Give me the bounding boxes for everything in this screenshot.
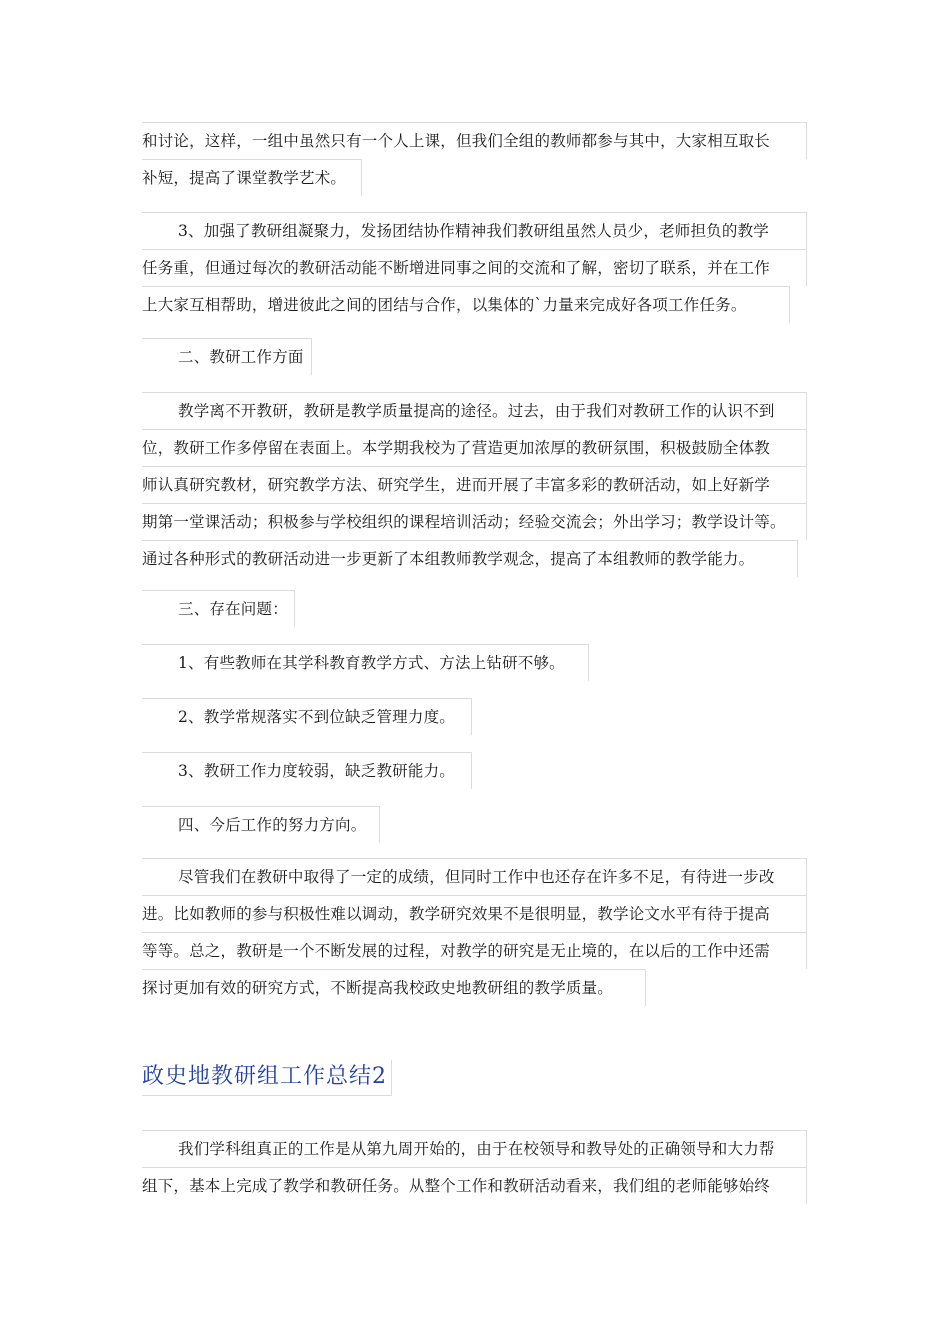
heading-line: 二、教研工作方面 (142, 338, 312, 375)
list-item: 1、有些教师在其学科教育教学方式、方法上钻研不够。 (142, 644, 589, 681)
text-line: 任务重，但通过每次的教研活动能不断增进同事之间的交流和了解，密切了联系，并在工作 (142, 249, 807, 286)
heading-line: 三、存在问题： (142, 590, 295, 627)
section-heading-problems (142, 590, 295, 627)
problem-item-3 (142, 752, 472, 789)
text-line: 位，教研工作多停留在表面上。本学期我校为了营造更加浓厚的教研氛围，积极鼓励全体教 (142, 429, 807, 466)
heading-line: 四、今后工作的努力方向。 (142, 806, 380, 843)
list-item: 2、教学常规落实不到位缺乏管理力度。 (142, 698, 472, 735)
text-line: 上大家互相帮助，增进彼此之间的团结与合作，以集体的`力量来完成好各项工作任务。 (142, 286, 790, 323)
text-line: 和讨论，这样，一组中虽然只有一个人上课，但我们全组的教师都参与其中，大家相互取长 (142, 122, 807, 159)
text-line: 组下，基本上完成了教学和教研任务。从整个工作和教研活动看来，我们组的老师能够始终 (142, 1167, 807, 1204)
section-title: 政史地教研组工作总结2 (142, 1060, 392, 1096)
paragraph-conclusion (142, 858, 807, 1006)
section-heading-future-direction (142, 806, 380, 843)
text-line: 通过各种形式的教研活动进一步更新了本组教师教学观念，提高了本组教师的教学能力。 (142, 540, 798, 577)
paragraph-section2-intro (142, 1130, 807, 1204)
text-line: 补短，提高了课堂教学艺术。 (142, 159, 362, 196)
problem-item-1 (142, 644, 589, 681)
section-heading-research-work (142, 338, 312, 375)
text-line: 我们学科组真正的工作是从第九周开始的，由于在校领导和教导处的正确领导和大力帮 (142, 1130, 807, 1167)
text-line: 等等。总之，教研是一个不断发展的过程，对教学的研究是无止境的，在以后的工作中还需 (142, 932, 807, 969)
text-line: 尽管我们在教研中取得了一定的成绩，但同时工作中也还存在许多不足，有待进一步改 (142, 858, 807, 895)
text-line: 3、加强了教研组凝聚力，发扬团结协作精神我们教研组虽然人员少，老师担负的教学 (142, 212, 807, 249)
paragraph-cohesion (142, 212, 807, 323)
list-item: 3、教研工作力度较弱，缺乏教研能力。 (142, 752, 472, 789)
text-line: 期第一堂课活动；积极参与学校组织的课程培训活动；经验交流会；外出学习；教学设计等。 (142, 503, 807, 540)
paragraph-research (142, 392, 807, 577)
problem-item-2 (142, 698, 472, 735)
text-line: 师认真研究教材，研究教学方法、研究学生，进而开展了丰富多彩的教研活动，如上好新学 (142, 466, 807, 503)
paragraph-continuation (142, 122, 807, 196)
text-line: 进。比如教师的参与积极性难以调动，教学研究效果不是很明显，教学论文水平有待于提高 (142, 895, 807, 932)
text-line: 教学离不开教研，教研是教学质量提高的途径。过去，由于我们对教研工作的认识不到 (142, 392, 807, 429)
text-line: 探讨更加有效的研究方式，不断提高我校政史地教研组的教学质量。 (142, 969, 646, 1006)
